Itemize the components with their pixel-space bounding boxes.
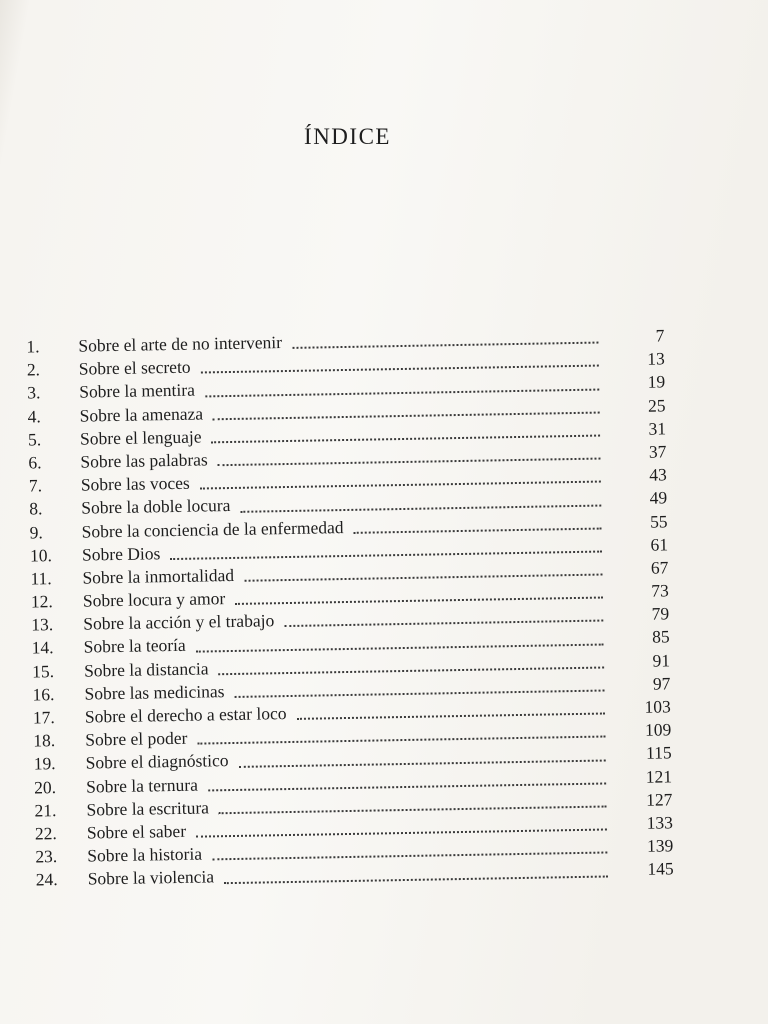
entry-page-number: 37 [648, 441, 667, 462]
entry-title: Sobre la acción y el trabajo [83, 610, 275, 634]
entry-title: Sobre Dios [81, 542, 161, 565]
entry-number: 17. [32, 707, 55, 728]
entry-page-number: 127 [646, 789, 673, 810]
entry-number: 13. [31, 614, 54, 635]
entry-title: Sobre la inmortalidad [82, 564, 235, 588]
entry-title: Sobre la mentira [79, 379, 196, 403]
entry-number: 14. [31, 637, 54, 658]
entry-page-number: 145 [647, 858, 674, 880]
entry-title: Sobre locura y amor [82, 588, 226, 611]
entry-number: 4. [27, 405, 41, 427]
entry-page-number: 31 [648, 418, 667, 439]
dot-leader [245, 572, 603, 582]
entry-number: 3. [27, 382, 41, 403]
entry-number: 15. [31, 660, 55, 682]
entry-title: Sobre la historia [87, 843, 203, 866]
entry-page-number: 133 [646, 812, 674, 833]
entry-number: 21. [34, 799, 57, 821]
entry-number: 12. [30, 591, 53, 612]
dot-leader [297, 711, 605, 720]
entry-title: Sobre la violencia [87, 866, 215, 889]
entry-title: Sobre la amenaza [79, 403, 204, 426]
entry-page-number: 55 [649, 510, 668, 532]
entry-title: Sobre la conciencia de la enfermedad [81, 516, 344, 542]
entry-number: 18. [33, 730, 56, 751]
entry-title: Sobre el diagnóstico [85, 750, 229, 773]
entry-page-number: 109 [644, 719, 672, 740]
entry-page-number: 73 [651, 580, 669, 601]
entry-title: Sobre el derecho a estar loco [84, 703, 287, 727]
entry-title: Sobre la distancia [83, 658, 209, 681]
entry-page-number: 139 [646, 835, 674, 856]
dot-leader [224, 873, 608, 884]
entry-page-number: 67 [650, 557, 669, 578]
dot-leader [240, 502, 601, 512]
entry-page-number: 61 [650, 534, 669, 555]
entry-number: 20. [33, 776, 57, 798]
entry-number: 7. [28, 475, 43, 496]
dot-leader [235, 688, 605, 698]
entry-number: 19. [33, 753, 56, 774]
entry-number: 8. [29, 498, 43, 519]
entry-number: 1. [26, 336, 40, 357]
entry-page-number: 115 [645, 742, 672, 764]
entry-title: Sobre la escritura [86, 797, 210, 820]
entry-title: Sobre las palabras [80, 449, 208, 472]
entry-page-number: 85 [651, 626, 670, 648]
entry-page-number: 43 [649, 464, 667, 485]
table-of-contents [0, 323, 768, 893]
entry-number: 24. [35, 869, 58, 890]
entry-page-number: 91 [652, 649, 671, 671]
entry-page-number: 79 [651, 603, 670, 624]
entry-title: Sobre el saber [86, 820, 187, 843]
entry-page-number: 19 [647, 371, 666, 393]
entry-number: 23. [35, 846, 58, 867]
entry-number: 22. [34, 823, 57, 844]
entry-number: 6. [28, 452, 42, 473]
dot-leader [239, 757, 606, 767]
entry-title: Sobre las medicinas [84, 680, 225, 704]
entry-title: Sobre la doble locura [81, 495, 231, 518]
entry-number: 16. [32, 683, 55, 705]
entry-page-number: 97 [652, 673, 671, 694]
dot-leader [235, 595, 603, 605]
entry-number: 10. [29, 544, 53, 566]
entry-page-number: 13 [647, 348, 665, 369]
entry-title: Sobre las voces [80, 472, 190, 495]
entry-title: Sobre el secreto [78, 356, 191, 379]
entry-number: 9. [29, 521, 43, 543]
entry-title: Sobre la ternura [85, 774, 199, 797]
entry-title: Sobre el poder [85, 727, 188, 750]
entry-page-number: 25 [647, 394, 666, 416]
dot-leader [284, 618, 603, 628]
entry-title: Sobre el lenguaje [79, 426, 202, 449]
page-title: ÍNDICE [304, 124, 391, 149]
entry-title: Sobre el arte de no intervenir [78, 332, 283, 356]
entry-page-number: 7 [655, 325, 665, 346]
entry-number: 2. [26, 359, 41, 380]
entry-number: 5. [27, 429, 42, 450]
entry-title: Sobre la teoría [83, 635, 186, 658]
dot-leader [292, 340, 598, 349]
dot-leader [354, 525, 602, 533]
entry-page-number: 121 [645, 765, 673, 787]
entry-page-number: 49 [649, 487, 668, 508]
entry-page-number: 103 [644, 696, 671, 717]
entry-number: 11. [30, 568, 52, 589]
